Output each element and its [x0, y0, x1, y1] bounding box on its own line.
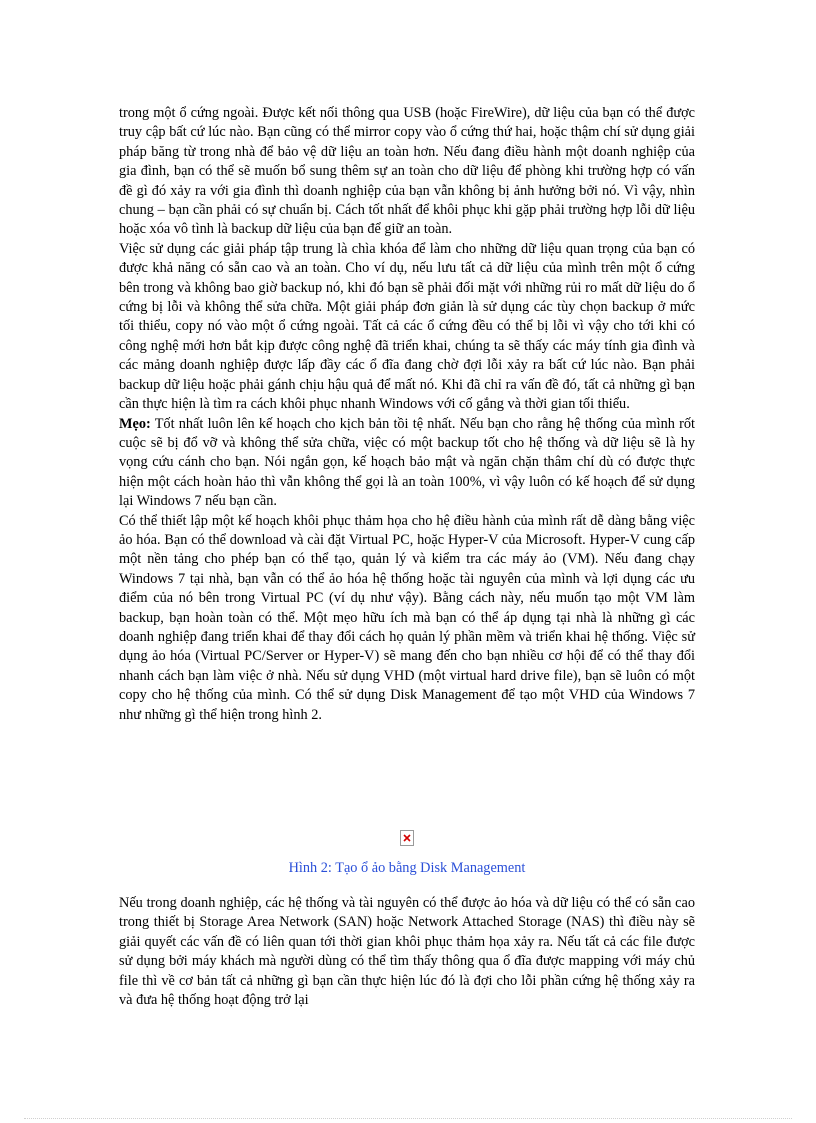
document-page [119, 104, 695, 1009]
tip-text: Tốt nhất luôn lên kế hoạch cho kịch bản tồi tệ nhất. Nếu bạn cho rằng hệ thống của mình rốt cuộc sẽ bị đổ vỡ và không thể sửa chữa, việc có một backup tốt cho hệ thống và dữ liệu sẽ là hy vọng cứu cánh cho bạn. Nói ngắn gọn, kế hoạch bảo mật và ngăn chặn thâm chí dù có được thực hiện một cách hoàn hảo thì vẫn không thể gọi là an toàn 100%, vì vậy luôn có kế hoạch để sử dụng lại Windows 7 nếu bạn cần. [119, 415, 695, 510]
paragraph-3-tip [119, 415, 695, 512]
paragraph-5: Nếu trong doanh nghiệp, các hệ thống và tài nguyên có thể được ảo hóa và dữ liệu có thể có sẵn cao trong thiết bị Storage Area Network (SAN) hoặc Network Attached Storage (NAS) thì điều này sẽ giải quyết các vấn đề có liên quan tới thời gian khôi phục thảm họa xảy ra. Nếu tất cả các file được sử dụng bởi máy khách mà người dùng có thể tìm thấy thông qua ổ đĩa được mapping với máy chủ file thì về cơ bản tất cả những gì bạn cần thực hiện lúc đó là đợi cho lỗi phần cứng hệ thống xảy ra và đưa hệ thống hoạt động trở lại [119, 895, 695, 1009]
broken-image-icon [400, 830, 414, 846]
page-bottom-divider [24, 1118, 792, 1119]
figure-2 [119, 830, 695, 878]
figure-caption: Hình 2: Tạo ổ ảo bằng Disk Management [288, 860, 526, 876]
paragraph-2: Việc sử dụng các giải pháp tập trung là chìa khóa để làm cho những dữ liệu quan trọng của bạn có được khả năng có sẵn cao và an toàn. Cho ví dụ, nếu lưu tất cả dữ liệu của mình trên một ổ cứng bên trong và không bao giờ backup nó, khi đó bạn sẽ phải đối mặt với những rủi ro mất dữ liệu do ổ cứng bị lỗi và không thể sửa chữa. Một giải pháp đơn giản là sử dụng các tùy chọn backup ở mức tối thiểu, copy nó vào một ổ cứng ngoài. Tất cả các ổ cứng đều có thể bị lỗi vì vậy cho tới khi có công nghệ mới hơn bắt kịp được công nghệ đã triển khai, chúng ta sẽ thấy các máy tính gia đình và các mảng doanh nghiệp được lấp đầy các ổ đĩa đang chờ đợi lỗi xảy ra bất cứ lúc nào. Bạn phải backup dữ liệu hoặc phải gánh chịu hậu quả để mất nó. Khi đã chỉ ra vấn đề đó, tất cả những gì bạn cần thực hiện là tìm ra cách khôi phục nhanh Windows với cố gắng và thời gian tối thiểu. [119, 240, 695, 413]
paragraph-1: trong một ổ cứng ngoài. Được kết nối thông qua USB (hoặc FireWire), dữ liệu của bạn có thể được truy cập bất cứ lúc nào. Bạn cũng có thể mirror copy vào ổ cứng thứ hai, hoặc thậm chí sử dụng giải pháp băng từ trong nhà để bảo vệ dữ liệu an toàn hơn. Nếu đang điều hành một doanh nghiệp của gia đình, bạn có thể sẽ muốn bổ sung thêm sự an toàn cho dữ liệu để phòng khi trường hợp có vấn đề gì đó xảy ra với gia đình thì doanh nghiệp của bạn vẫn không bị ảnh hưởng bởi nó. Vì vậy, nhìn chung – bạn cần phải có sự chuẩn bị. Cách tốt nhất để khôi phục khi gặp phải trường hợp lỗi dữ liệu hoặc xóa vô tình là backup dữ liệu của bạn để giữ an toàn. [119, 105, 695, 238]
tip-label: Mẹo: [119, 415, 151, 432]
paragraph-4: Có thể thiết lập một kế hoạch khôi phục thảm họa cho hệ điều hành của mình rất dễ dàng bằng việc ảo hóa. Bạn có thể download và cài đặt Virtual PC, hoặc Hyper-V của Microsoft. Hyper-V cung cấp một nền tảng cho phép bạn có thể tạo, quản lý và kiểm tra các máy ảo (VM). Nếu đang chạy Windows 7 tại nhà, bạn vẫn có thể ảo hóa hệ thống hoặc tài nguyên của mình và lợi dụng các ưu điểm của nó bên trong Virtual PC (ví dụ như vậy). Bằng cách này, nếu muốn tạo một VM làm backup, bạn hoàn toàn có thể. Một mẹo hữu ích mà bạn có thể áp dụng tại nhà là những gì các doanh nghiệp đang triển khai để thay đổi cách họ quản lý phần mềm và triển khai hệ thống. Việc sử dụng ảo hóa (Virtual PC/Server or Hyper-V) sẽ mang đến cho bạn nhiều cơ hội để có thể thay đổi nhanh cách bạn làm việc ở nhà. Nếu sử dụng VHD (một virtual hard drive file), bạn sẽ luôn có một copy cho hệ thống của mình. Có thể sử dụng Disk Management để tạo một VHD của Windows 7 như những gì thể hiện trong hình 2. [119, 512, 695, 723]
